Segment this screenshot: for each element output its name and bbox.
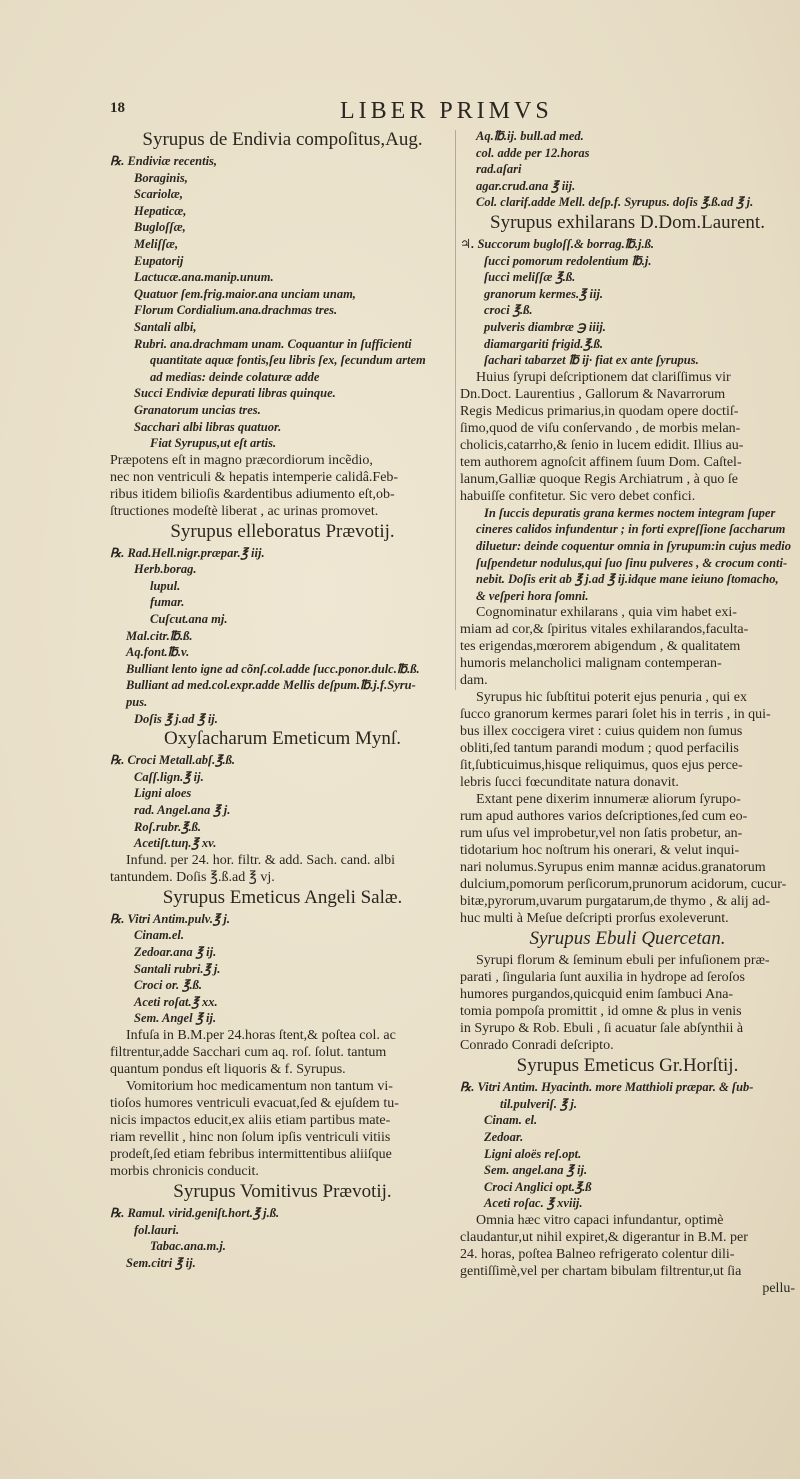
paragraph-line: morbis chronicis conducit.	[110, 1163, 259, 1179]
recipe-line: Sem.citri ℥ ij.	[126, 1255, 196, 1270]
paragraph-line: riam revellit , hinc non ſolum ipſis ventriculi vitiis	[110, 1129, 391, 1145]
recipe-line: fumar.	[150, 595, 185, 610]
recipe-line: Santali albi,	[134, 319, 197, 334]
recipe-line: Fiat Syrupus,ut eſt artis.	[150, 436, 277, 451]
recipe-line: til.pulveriſ. ℥ j.	[500, 1096, 578, 1111]
paragraph-line: nicis impactos educit,ex aliis etiam partibus mate-	[110, 1112, 391, 1128]
paragraph-line: prodeſt,ſed etiam febribus intermittentibus aliiſque	[110, 1146, 392, 1162]
paragraph-line: dam.	[460, 673, 488, 689]
recipe-line: Rubri. ana.drachmam unam. Coquantur in ſufficienti	[134, 336, 412, 351]
recipe-line: cineres calidos infundentur ; in forti expreſſione ſaccharum	[476, 522, 786, 537]
recipe-line: Ligni aloes	[134, 786, 192, 801]
paragraph-line: Infund. per 24. hor. filtr. & add. Sach. cand. albi	[126, 852, 396, 868]
recipe-line: Bulliant ad med.col.expr.adde Mellis deſpum.℔.j.f.Syru-	[126, 678, 416, 693]
recipe-line: Aceti roſac. ℥ xviij.	[484, 1196, 583, 1211]
recipe-line: Cuſcut.ana mj.	[150, 612, 228, 627]
recipe-line: Sacchari albi libras quatuor.	[134, 419, 282, 434]
recipe-line: diamargariti frigid.℥.ß.	[484, 336, 604, 351]
section-heading: Syrupus Emeticus Gr.Horſtij.	[516, 1055, 739, 1077]
recipe-line: Tabac.ana.m.j.	[150, 1239, 226, 1254]
recipe-line: Ligni aloës reſ.opt.	[484, 1146, 582, 1161]
recipe-line: Succi Endiviæ depurati libras quinque.	[134, 386, 336, 401]
section-heading: Syrupus de Endivia compoſitus,Aug.	[142, 129, 423, 150]
recipe-line: granorum kermes.℥ iij.	[484, 286, 604, 301]
paragraph-line: humoris melancholici malignam contemperan-	[460, 656, 722, 672]
recipe-line: Boraginis,	[134, 170, 188, 185]
recipe-line: croci ℥.ß.	[484, 303, 533, 318]
column-rule	[455, 130, 456, 690]
left-column	[110, 128, 455, 1271]
paragraph-line: rum apud authores varios deſcriptiones,ſed cum eo-	[460, 809, 748, 825]
recipe-line: nebit. Doſis erit ab ℥ j.ad ℥ ij.idque mane ieiuno ſtomacho,	[476, 572, 779, 587]
paragraph-line: ſucco granorum kermes parari ſolet his in terris , in qui-	[460, 707, 771, 723]
paragraph-line: bus illex coccigera viret : cuius quidem non ſumus	[460, 724, 743, 740]
recipe-line: pus.	[126, 695, 148, 710]
paragraph-line: cholicis,catarrho,& ſenio in lucem edidit. Illius au-	[460, 437, 744, 453]
recipe-line: Croci Anglici opt.℥.ß	[484, 1179, 592, 1194]
recipe-line: Croci or. ℥.ß.	[134, 978, 202, 993]
recipe-line: lupul.	[150, 578, 181, 593]
recipe-line: Col. clarif.adde Mell. deſp.f. Syrupus. doſis ℥.ß.ad ℥ j.	[476, 195, 754, 210]
paragraph-line: tomia pompoſa promittit , id omne & plus in venis	[460, 1004, 742, 1020]
recipe-line: Caſſ.lign.℥ ij.	[134, 769, 204, 784]
paragraph-line: in Syrupo & Rob. Ebuli , ſi acuatur ſale abſynthii à	[460, 1021, 744, 1037]
paragraph-line: Infuſa in B.M.per 24.horas ſtent,& poſtea col. ac	[126, 1027, 396, 1043]
recipe-line: Zedoar.	[484, 1130, 524, 1145]
recipe-line: Sem. Angel ℥ ij.	[134, 1011, 217, 1026]
recipe-line: Scariolæ,	[134, 187, 183, 202]
paragraph-line: 24. horas, poſtea Balneo refrigerato colentur dili-	[460, 1247, 735, 1263]
paragraph-line: quantum pondus eſt liquoris & f. Syrupus.	[110, 1061, 346, 1077]
paragraph-line: Præpotens eſt in magno præcordiorum incẽdio,	[110, 452, 373, 468]
recipe-line: Hepaticæ,	[134, 203, 187, 218]
recipe-line: Cinam. el.	[484, 1113, 538, 1128]
paragraph-line: ſit,ſubticuimus,hisque reliquimus, quos ejus perce-	[460, 758, 743, 774]
recipe-line: Lactucæ.ana.manip.unum.	[134, 270, 274, 285]
recipe-line: ſachari tabarzet ℔ ij· fiat ex ante ſyrupus.	[484, 353, 699, 368]
recipe-line: Sem. angel.ana ℥ ij.	[484, 1163, 588, 1178]
section-heading: Syrupus exhilarans D.Dom.Laurent.	[490, 211, 765, 233]
section-heading: Syrupus Vomitivus Prævotij.	[173, 1180, 392, 1202]
recipe-line: Florum Cordialium.ana.drachmas tres.	[134, 303, 338, 318]
recipe-line: agar.crud.ana ℥ iij.	[476, 178, 576, 193]
paragraph-line: tantundem. Doſis ℥.ß.ad ℥ vj.	[110, 869, 275, 885]
recipe-line: Aq.font.℔.v.	[126, 645, 190, 660]
recipe-line: ℞. Ramul. virid.geniſt.hort.℥ j.ß.	[110, 1205, 280, 1220]
recipe-line: Quatuor ſem.frig.maior.ana unciam unam,	[134, 286, 356, 301]
recipe-line: ad medias: deinde colaturæ adde	[150, 369, 320, 384]
paragraph-line: Huius ſyrupi deſcriptionem dat clariſſimus vir	[476, 369, 731, 385]
paragraph-line: Syrupus hic ſubſtitui poterit ejus penuria , qui ex	[476, 690, 748, 706]
paragraph-line: lanum,Galliæ quoque Regis Archiatrum , à quo ſe	[460, 471, 739, 487]
recipe-line: pulveris diambræ ℈ iiij.	[484, 319, 606, 334]
recipe-line: ℞. Vitri Antim.pulv.℥ j.	[110, 911, 230, 926]
recipe-line: Acetiſt.tuη.℥ xv.	[134, 836, 217, 851]
page-number: 18	[110, 100, 125, 116]
paragraph-line: gentiſſimè,vel per chartam bibulam filtrentur,ut ſia	[460, 1264, 742, 1280]
paragraph-line: parati , ſingularia ſunt auxilia in hydrope ad ſeroſos	[460, 970, 745, 986]
recipe-line: Bugloſſæ,	[134, 220, 186, 235]
paragraph-line: Syrupi florum & ſeminum ebuli per infuſionem præ-	[476, 953, 770, 969]
recipe-line: ♃. Succorum bugloſſ.& borrag.℔.j.ß.	[460, 236, 655, 251]
recipe-line: ſuſpendetur nodulus,qui ſuo ſinu pulveres , & crocum conti-	[476, 555, 788, 570]
recipe-line: Cinam.el.	[134, 928, 185, 943]
recipe-line: Doſis ℥ j.ad ℥ ij.	[134, 711, 218, 726]
recipe-line: diluetur: deinde coquentur omnia in ſyrupum:in cujus medio	[476, 538, 791, 553]
paragraph-line: Omnia hæc vitro capaci infundantur, optimè	[476, 1213, 724, 1229]
recipe-line: ſucci meliſſæ ℥.ß.	[484, 270, 576, 285]
recipe-line: ℞. Vitri Antim. Hyacinth. more Matthioli præpar. & ſub-	[460, 1080, 754, 1095]
paragraph-line: Cognominatur exhilarans , quia vim habet exi-	[476, 605, 737, 621]
recipe-line: ℞. Croci Metall.abſ.℥.ß.	[110, 753, 236, 768]
recipe-line: rad.aſari	[476, 162, 522, 177]
paragraph-line: Extant pene dixerim innumeræ aliorum ſyrupo-	[476, 792, 741, 808]
paragraph-line: tidotarium hoc noſtrum his onerari, & velut inqui-	[460, 843, 740, 859]
recipe-line: Bulliant lento igne ad cõnſ.col.adde ſucc.ponor.dulc.℔.ß.	[126, 661, 420, 676]
paragraph-line: ribus itidem bilioſis &ardentibus adiumento eſt,ob-	[110, 486, 395, 502]
paragraph-line: Regis Medicus primarius,in quodam opere doctiſ-	[460, 403, 739, 419]
recipe-line: Roſ.rubr.℥.ß.	[134, 819, 201, 834]
right-column	[460, 128, 795, 1297]
paragraph-line: Dn.Doct. Laurentius , Gallorum & Navarrorum	[460, 386, 726, 402]
paragraph-line: rum uſus vel improbetur,vel non ſatis probetur, an-	[460, 826, 743, 842]
recipe-line: Herb.borag.	[134, 562, 197, 577]
recipe-line: Meliſſæ,	[134, 236, 179, 251]
running-head: LIBER PRIMVS	[340, 98, 553, 124]
page-header	[110, 100, 670, 126]
paragraph-line: lebris ſucci fœcunditate natura donavit.	[460, 775, 679, 791]
recipe-line: ℞. Endiviæ recentis,	[110, 154, 218, 168]
paragraph-line: habuiſſe confitetur. Sic vero debet confici.	[460, 488, 696, 504]
recipe-line: Eupatorij	[134, 253, 184, 268]
paragraph-line: humores purgandos,quicquid enim ſambuci Ana-	[460, 987, 734, 1003]
recipe-line: In ſuccis depuratis grana kermes noctem integram ſuper	[484, 505, 776, 520]
recipe-line: Granatorum uncias tres.	[134, 402, 261, 417]
recipe-line: ℞. Rad.Hell.nigr.præpar.℥ iij.	[110, 545, 265, 560]
recipe-line: Aceti roſat.℥ xx.	[134, 994, 218, 1009]
recipe-line: rad. Angel.ana ℥ j.	[134, 803, 231, 817]
paragraph-line: miam ad cor,& ſpiritus vitales exhilarandos,facultа-	[460, 622, 749, 638]
recipe-line: & veſperi hora ſomni.	[476, 588, 589, 603]
section-heading: Syrupus elleboratus Prævotij.	[170, 520, 395, 542]
paragraph-line: nec non ventriculi & hepatis intemperie calidâ.Feb-	[110, 469, 399, 485]
recipe-line: Zedoar.ana ℥ ij.	[134, 944, 217, 959]
section-heading: Syrupus Ebuli Quercetan.	[529, 928, 726, 950]
paragraph-line: huc multi à Meſue deſcripti prorſus exoleverunt.	[460, 911, 729, 927]
paragraph-line: tem authorem agnoſcit affinem ſuum Dom. Caſtel-	[460, 454, 742, 470]
section-heading: Syrupus Emeticus Angeli Salæ.	[162, 886, 403, 908]
recipe-line: col. adde per 12.horas	[476, 145, 590, 160]
recipe-line: ſucci pomorum redolentium ℔.j.	[484, 253, 652, 268]
paragraph-line: ſtructiones modeſtè liberat , ac urinas promovet.	[110, 503, 379, 519]
paragraph-line: Conrado Conradi deſcripto.	[460, 1038, 614, 1054]
paragraph-line: obliti,ſed tantum parandi modum ; quod perfacilis	[460, 741, 739, 757]
paragraph-line: ſimo,quod de viſu conſervando , de morbis melan-	[460, 420, 741, 436]
paragraph-line: dulcium,pomorum perſicorum,prunorum acidorum, cucur-	[460, 877, 787, 893]
paragraph-line: claudantur,ut nihil expiret,& digerantur in B.M. per	[460, 1230, 748, 1246]
paragraph-line: filtrentur,adde Sacchari cum aq. roſ. ſolut. tantum	[110, 1044, 387, 1060]
paragraph-line: bitæ,pyrorum,uvarum purgatarum,de thymo , & alij ad-	[460, 894, 771, 910]
recipe-line: Mal.citr.℔.ß.	[126, 628, 193, 643]
paragraph-line: nari nolumus.Syrupus enim mannæ acidus.granatorum	[460, 860, 766, 876]
paragraph-line: tioſos humores ventriculi evacuat,ſed & ejuſdem tu-	[110, 1095, 399, 1111]
recipe-line: fol.lauri.	[134, 1222, 180, 1237]
paragraph-line: Vomitorium hoc medicamentum non tantum vi-	[126, 1078, 393, 1094]
recipe-line: Santali rubri.℥ j.	[134, 961, 221, 976]
catchword: pellu-	[762, 1281, 795, 1297]
recipe-line: quantitate aquæ fontis,ſeu libris ſex, ſecundum artem	[150, 353, 426, 368]
section-heading: Oxyſacharum Emeticum Mynſ.	[164, 728, 401, 750]
paragraph-line: tes erigendas,mœrorem abigendum , & qualitatem	[460, 639, 741, 655]
recipe-line: Aq.℔.ij. bull.ad med.	[476, 129, 584, 143]
